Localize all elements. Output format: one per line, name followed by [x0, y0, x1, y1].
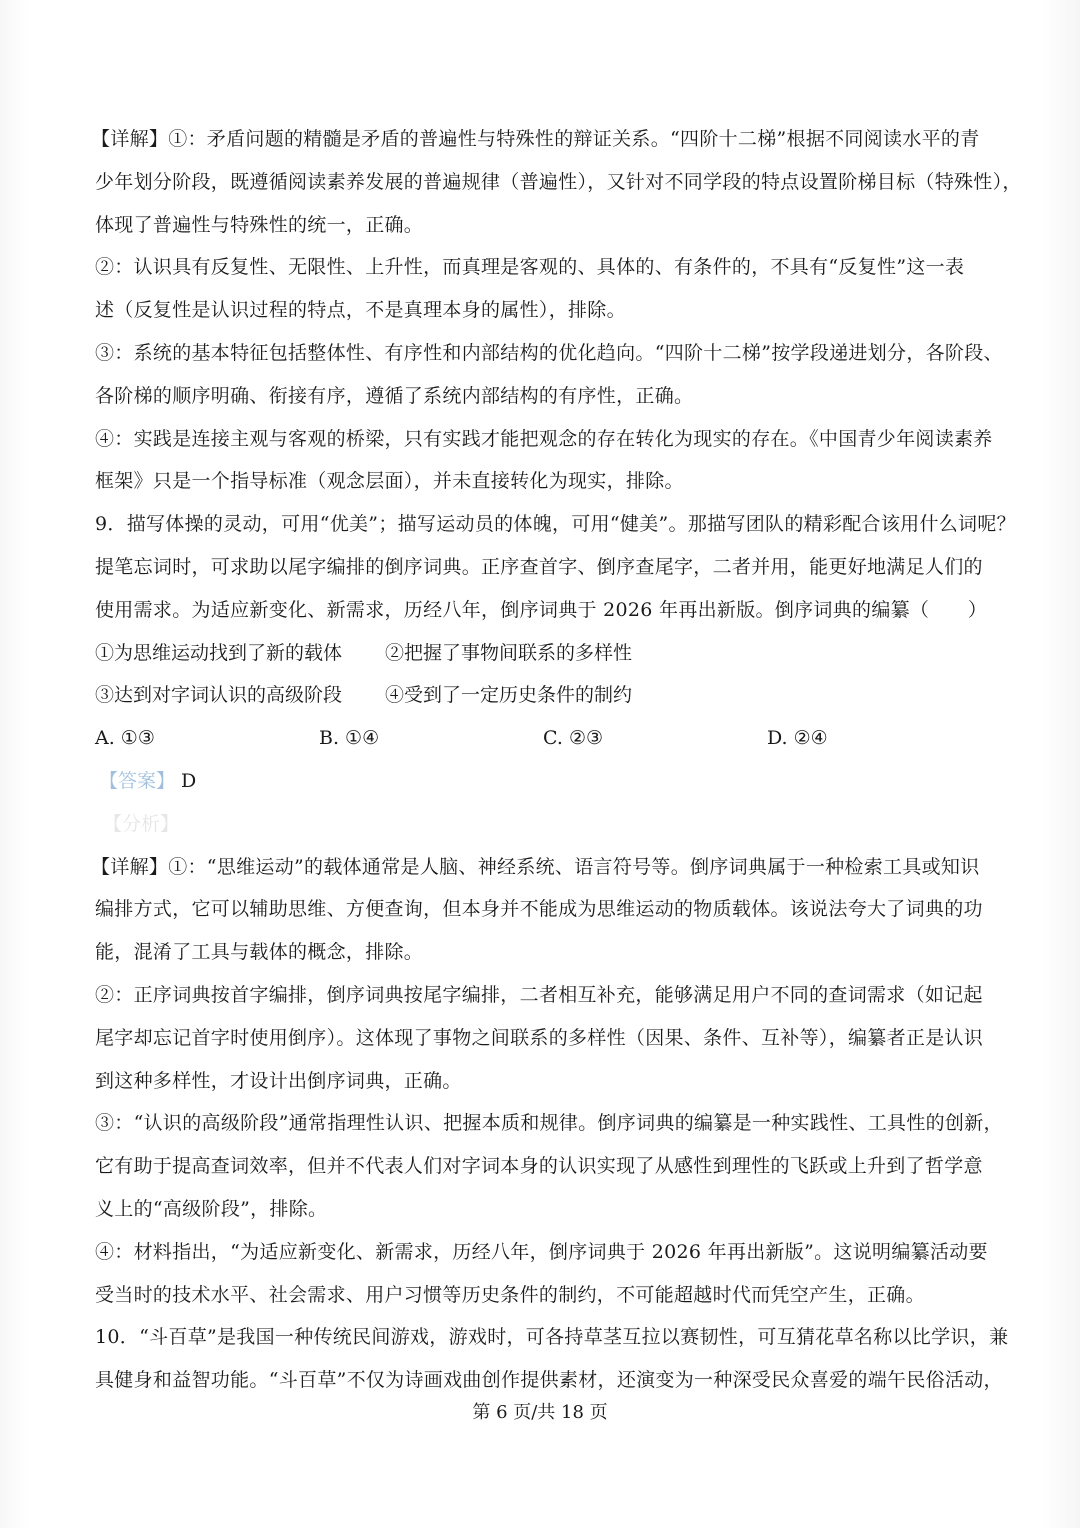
statement-item: ④受到了一定历史条件的制约 — [385, 684, 633, 707]
option-d: D. ②④ — [767, 727, 828, 750]
option-a: A. ①③ — [95, 727, 155, 750]
answer-options — [95, 717, 1010, 760]
text-line: 框架》只是一个指导标准（观念层面），并未直接转化为现实，排除。 — [95, 470, 684, 493]
question-10 — [95, 1316, 1010, 1402]
text-line: 尾字却忘记首字时使用倒序）。这体现了事物之间联系的多样性（因果、条件、互补等），编纂者正是认识 — [95, 1026, 984, 1049]
text-line: 述（反复性是认识过程的特点，不是真理本身的属性），排除。 — [95, 299, 626, 322]
option-b: B. ①④ — [319, 727, 380, 750]
text-line: 少年划分阶段，既遵循阅读素养发展的普遍规律（普遍性），又针对不同学段的特点设置阶梯目标（特殊性）， — [95, 170, 1022, 193]
analysis-tag-faded: 【分析】 — [103, 812, 180, 835]
page-content — [91, 118, 1022, 1402]
question-9 — [95, 503, 1016, 845]
text-line: 各阶梯的顺序明确、衔接有序，遵循了系统内部结构的有序性，正确。 — [95, 384, 694, 407]
text-line: ②：认识具有反复性、无限性、上升性，而真理是客观的、具体的、有条件的，不具有“反复性”这一表 — [95, 256, 965, 279]
option-c: C. ②③ — [543, 727, 604, 750]
question-stem-line: 9．描写体操的灵动，可用“优美”；描写运动员的体魄，可用“健美”。那描写团队的精彩配合该用什么词呢？ — [95, 513, 1016, 536]
text-line: 编排方式，它可以辅助思维、方便查询，但本身并不能成为思维运动的物质载体。该说法夸大了词典的功 — [95, 898, 983, 921]
answer-value: D — [181, 769, 197, 792]
statement-item: ②把握了事物间联系的多样性 — [385, 641, 633, 664]
statement-item: ③达到对字词认识的高级阶段 — [95, 684, 343, 707]
text-line: ②：正序词典按首字编排，倒序词典按尾字编排，二者相互补充，能够满足用户不同的查词需求（如记起 — [95, 983, 983, 1006]
answer-tag: 【答案】 — [99, 769, 176, 792]
text-line: 受当时的技术水平、社会需求、用户习惯等历史条件的制约，不可能超越时代而凭空产生，正确。 — [95, 1283, 925, 1306]
statement-row — [95, 632, 1010, 675]
text-line: ④：实践是连接主观与客观的桥梁，只有实践才能把观念的存在转化为现实的存在。《中国青少年阅读素养 — [95, 427, 993, 450]
text-line: 到这种多样性，才设计出倒序词典，正确。 — [95, 1069, 462, 1092]
statement-row — [95, 674, 1010, 717]
text-line: ③：“认识的高级阶段”通常指理性认识、把握本质和规律。倒序词典的编纂是一种实践性、工具性的创新， — [95, 1112, 1003, 1135]
answer-line — [95, 760, 1010, 803]
statement-item: ①为思维运动找到了新的载体 — [95, 641, 343, 664]
question-stem-line: 提笔忘词时，可求助以尾字编排的倒序词典。正序查首字、倒序查尾字，二者并用，能更好地满足人们的 — [95, 555, 983, 578]
question-stem-line: 具健身和益智功能。“斗百草”不仅为诗画戏曲创作提供素材，还演变为一种深受民众喜爱的端午民俗活动， — [95, 1369, 1003, 1392]
page-footer: 第 6 页/共 18 页 — [472, 1402, 608, 1423]
text-line: 能，混淆了工具与载体的概念，排除。 — [95, 941, 424, 964]
detail-section-1 — [91, 118, 1022, 503]
text-line: 体现了普遍性与特殊性的统一，正确。 — [95, 213, 424, 236]
text-line: 它有助于提高查词效率，但并不代表人们对字词本身的认识实现了从感性到理性的飞跃或上升到了哲学意 — [95, 1155, 983, 1178]
text-line: ④：材料指出，“为适应新变化、新需求，历经八年，倒序词典于 2026 年再出新版”。这说明编纂活动要 — [95, 1240, 988, 1263]
text-line: ③：系统的基本特征包括整体性、有序性和内部结构的优化趋向。“四阶十二梯”按学段递进划分，各阶段、 — [95, 341, 1003, 364]
text-line: 【详解】①：矛盾问题的精髓是矛盾的普遍性与特殊性的辩证关系。“四阶十二梯”根据不同阅读水平的青 — [91, 128, 980, 150]
text-line: 【详解】①：“思维运动”的载体通常是人脑、神经系统、语言符号等。倒序词典属于一种检索工具或知识 — [91, 855, 980, 878]
question-stem-line: 使用需求。为适应新变化、新需求，历经八年，倒序词典于 2026 年再出新版。倒序词典的编纂（ ） — [95, 598, 988, 621]
question-stem-line: 10．“斗百草”是我国一种传统民间游戏，游戏时，可各持草茎互拉以赛韧性，可互猜花草名称以比学识，兼 — [95, 1326, 1009, 1349]
detail-section-2 — [91, 846, 1010, 1317]
text-line: 义上的“高级阶段”，排除。 — [95, 1197, 328, 1220]
